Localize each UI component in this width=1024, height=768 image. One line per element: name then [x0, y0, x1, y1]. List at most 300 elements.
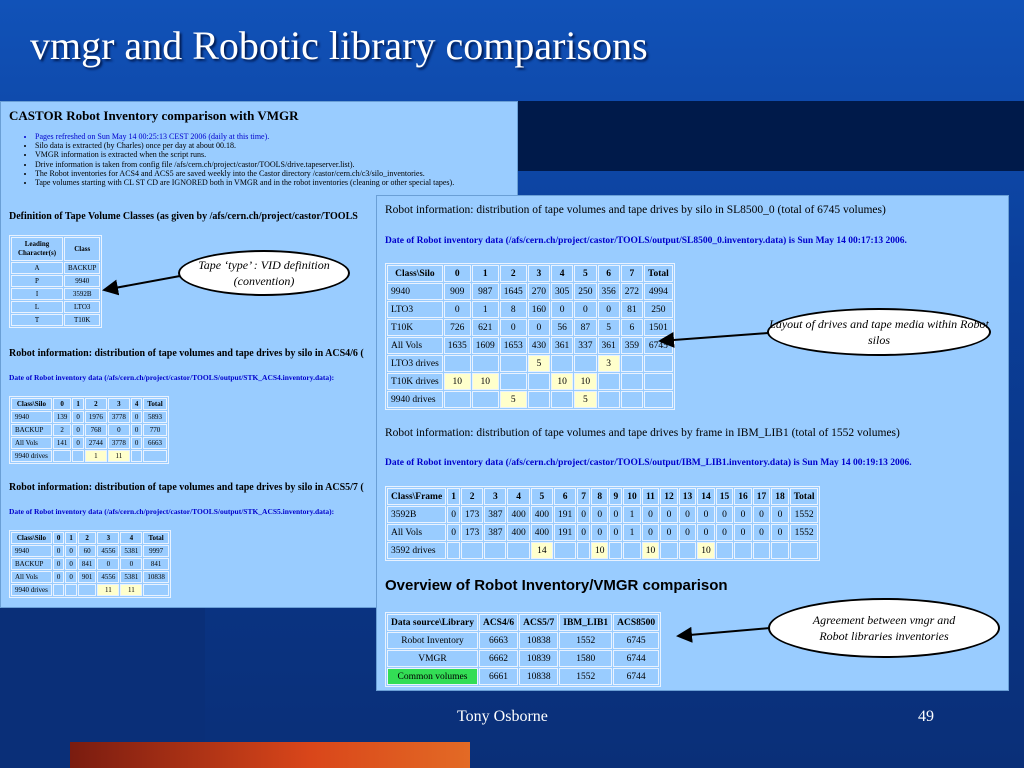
table-cell: 9940 — [64, 275, 100, 287]
table-cell: 9997 — [143, 545, 169, 557]
table-cell: 10 — [574, 373, 596, 390]
table-cell — [598, 373, 620, 390]
table-cell — [644, 373, 673, 390]
table-cell: 0 — [65, 545, 77, 557]
table-cell: 0 — [108, 424, 130, 436]
table-cell: 4556 — [97, 545, 119, 557]
table-cell: 60 — [78, 545, 97, 557]
table-cell: 10 — [591, 542, 609, 559]
note-item: • Drive information is taken from config file /afs/cern.ch/project/castor/TOOLS/drive.tapeserver.list). — [35, 160, 454, 169]
table-row — [387, 337, 673, 354]
table-header: Class\Frame — [387, 488, 446, 505]
table-cell: 1552 — [790, 524, 819, 541]
table-cell: 173 — [461, 506, 483, 523]
callout-agreement: Agreement between vmgr and Robot libraries inventories — [768, 598, 1000, 658]
table-cell: 81 — [621, 301, 643, 318]
table-header: 2 — [85, 398, 107, 410]
table-cell: 1580 — [559, 650, 612, 667]
table-cell: 0 — [65, 571, 77, 583]
table-cell: 1 — [623, 506, 641, 523]
table-row — [387, 668, 659, 685]
table-cell: 0 — [609, 524, 622, 541]
table-cell: 3778 — [108, 411, 130, 423]
table-cell: 3592B — [387, 506, 446, 523]
table-cell — [660, 542, 678, 559]
table-cell — [771, 542, 789, 559]
table-cell: 901 — [78, 571, 97, 583]
table-cell: 3778 — [108, 437, 130, 449]
callout-tape-type: Tape ‘type’ : VID definition (convention) — [178, 250, 350, 296]
sl8500-inventory-link[interactable]: Date of Robot inventory data (/afs/cern.ch/project/castor/TOOLS/output/SL8500_0.inventory.data) is Sun May 14 00:17:13 2006. — [385, 236, 907, 246]
acs5-heading: Robot information: distribution of tape volumes and tape drives by silo in ACS5/7 ( — [9, 482, 364, 493]
table-cell: 400 — [531, 524, 553, 541]
table-header: 0 — [53, 532, 65, 544]
table-cell: 0 — [716, 506, 734, 523]
table-cell: 3 — [598, 355, 620, 372]
table-cell: T10K — [387, 319, 443, 336]
table-cell: 0 — [447, 524, 460, 541]
table-cell — [598, 391, 620, 408]
table-cell: T10K — [64, 314, 100, 326]
table-cell: 2 — [53, 424, 72, 436]
table-header: 3 — [108, 398, 130, 410]
table-cell: 0 — [642, 506, 660, 523]
table-header: 4 — [551, 265, 573, 282]
table-cell: 0 — [679, 524, 697, 541]
table-row — [11, 437, 167, 449]
table-cell: BACKUP — [11, 424, 52, 436]
table-header: Leading Character(s) — [11, 237, 63, 261]
table-cell: 1552 — [790, 506, 819, 523]
acs4-inventory-link[interactable]: Date of Robot inventory data (/afs/cern.ch/project/castor/TOOLS/output/STK_ACS4.inventory.data): — [9, 373, 335, 382]
table-cell: 10 — [697, 542, 715, 559]
table-cell: 9940 drives — [387, 391, 443, 408]
table-cell: 361 — [551, 337, 573, 354]
table-cell — [621, 373, 643, 390]
table-header: 7 — [621, 265, 643, 282]
table-header: 11 — [642, 488, 660, 505]
table-cell: All Vols — [11, 571, 52, 583]
table-cell: LTO3 — [64, 301, 100, 313]
table-cell: 0 — [97, 558, 119, 570]
table-cell: 6745 — [613, 632, 659, 649]
table-row — [11, 262, 100, 274]
table-cell: 0 — [697, 524, 715, 541]
table-cell — [554, 542, 576, 559]
table-cell: 0 — [660, 506, 678, 523]
table-cell: 5 — [528, 355, 550, 372]
table-cell: 0 — [131, 437, 143, 449]
table-cell — [500, 373, 527, 390]
table-cell: 10838 — [519, 632, 558, 649]
table-cell: LTO3 drives — [387, 355, 443, 372]
table-cell: 272 — [621, 283, 643, 300]
table-cell: 5 — [598, 319, 620, 336]
table-cell: 6 — [621, 319, 643, 336]
table-cell: 726 — [444, 319, 471, 336]
table-cell — [551, 355, 573, 372]
table-row — [387, 632, 659, 649]
table-cell: 10 — [472, 373, 499, 390]
note-item: • VMGR information is extracted when the script runs. — [35, 150, 454, 159]
table-cell — [507, 542, 529, 559]
table-cell: 1645 — [500, 283, 527, 300]
table-header: 16 — [734, 488, 752, 505]
table-cell: 1 — [623, 524, 641, 541]
table-cell: 5 — [500, 391, 527, 408]
table-cell — [609, 542, 622, 559]
table-cell: 621 — [472, 319, 499, 336]
table-cell: 6663 — [143, 437, 166, 449]
table-cell: 0 — [642, 524, 660, 541]
table-cell: 0 — [447, 506, 460, 523]
acs4-table — [9, 396, 169, 464]
table-cell — [753, 542, 771, 559]
table-cell: 4556 — [97, 571, 119, 583]
table-cell: 10 — [642, 542, 660, 559]
table-header: ACS8500 — [613, 614, 659, 631]
table-cell — [143, 450, 166, 462]
table-cell: 0 — [753, 524, 771, 541]
table-header: 4 — [120, 532, 142, 544]
table-cell: 1 — [472, 301, 499, 318]
table-cell: 139 — [53, 411, 72, 423]
table-cell: 768 — [85, 424, 107, 436]
table-cell — [574, 355, 596, 372]
table-cell: 10 — [444, 373, 471, 390]
table-cell: 11 — [97, 584, 119, 596]
table-cell: 361 — [598, 337, 620, 354]
table-cell: 0 — [53, 571, 65, 583]
overview-heading: Overview of Robot Inventory/VMGR comparison — [385, 577, 728, 594]
table-cell — [484, 542, 506, 559]
table-cell — [577, 542, 590, 559]
table-cell — [679, 542, 697, 559]
table-cell: 1 — [85, 450, 107, 462]
table-cell: 0 — [697, 506, 715, 523]
table-cell: 6745 — [644, 337, 673, 354]
table-header: Class\Silo — [387, 265, 443, 282]
table-row — [11, 275, 100, 287]
table-row — [387, 283, 673, 300]
table-header: 4 — [131, 398, 143, 410]
table-header: 1 — [447, 488, 460, 505]
table-cell: 400 — [507, 506, 529, 523]
table-cell: 0 — [131, 424, 143, 436]
table-cell: I — [11, 288, 63, 300]
table-cell — [528, 373, 550, 390]
table-header: Total — [143, 398, 166, 410]
table-cell: 0 — [771, 506, 789, 523]
table-cell: L — [11, 301, 63, 313]
table-header: 0 — [53, 398, 72, 410]
table-cell: 0 — [53, 545, 65, 557]
table-cell: 0 — [528, 319, 550, 336]
table-header-row — [11, 398, 167, 410]
classes-table — [9, 235, 102, 328]
table-cell: All Vols — [387, 524, 446, 541]
table-cell: BACKUP — [64, 262, 100, 274]
table-header: 1 — [65, 532, 77, 544]
table-cell: 0 — [53, 558, 65, 570]
table-cell: 0 — [753, 506, 771, 523]
table-cell: 400 — [507, 524, 529, 541]
table-cell: 770 — [143, 424, 166, 436]
table-cell: LTO3 — [387, 301, 443, 318]
table-cell: 6661 — [479, 668, 518, 685]
table-header: Class\Silo — [11, 532, 52, 544]
table-cell: T10K drives — [387, 373, 443, 390]
table-cell: 250 — [644, 301, 673, 318]
table-cell: 400 — [531, 506, 553, 523]
ibm-inventory-link[interactable]: Date of Robot inventory data (/afs/cern.ch/project/castor/TOOLS/output/IBM_LIB1.inventory.data) is Sun May 14 00:19:13 2006. — [385, 458, 912, 468]
table-cell: 141 — [53, 437, 72, 449]
table-cell — [78, 584, 97, 596]
table-cell: 0 — [72, 411, 84, 423]
table-cell: 430 — [528, 337, 550, 354]
table-cell — [621, 391, 643, 408]
table-cell: 0 — [574, 301, 596, 318]
table-row — [11, 288, 100, 300]
ibm-heading: Robot information: distribution of tape volumes and tape drives by frame in IBM_LIB1 (total of 1552 volumes) — [385, 427, 900, 439]
table-header: Total — [143, 532, 169, 544]
table-cell — [447, 542, 460, 559]
table-cell: 10 — [551, 373, 573, 390]
table-cell — [623, 542, 641, 559]
table-row — [387, 373, 673, 390]
table-cell: 0 — [551, 301, 573, 318]
table-cell: 1609 — [472, 337, 499, 354]
table-header: 14 — [697, 488, 715, 505]
table-header-row — [11, 532, 169, 544]
table-header: 3 — [97, 532, 119, 544]
table-cell — [500, 355, 527, 372]
table-cell — [790, 542, 819, 559]
acs4-heading: Robot information: distribution of tape volumes and tape drives by silo in ACS4/6 ( — [9, 348, 364, 359]
table-header: 18 — [771, 488, 789, 505]
table-cell: 6744 — [613, 668, 659, 685]
table-cell: Common volumes — [387, 668, 478, 685]
classes-heading: Definition of Tape Volume Classes (as given by /afs/cern.ch/project/castor/TOOLS — [9, 211, 358, 222]
table-header-row — [387, 488, 818, 505]
table-row — [11, 314, 100, 326]
table-cell: A — [11, 262, 63, 274]
table-cell: 10838 — [519, 668, 558, 685]
table-cell: 9940 — [11, 545, 52, 557]
table-cell: 1552 — [559, 632, 612, 649]
ibm-table — [385, 486, 820, 561]
table-header: 3 — [484, 488, 506, 505]
table-header: 10 — [623, 488, 641, 505]
note-item: • Silo data is extracted (by Charles) once per day at about 00.18. — [35, 141, 454, 150]
table-cell: 0 — [716, 524, 734, 541]
table-cell — [472, 355, 499, 372]
table-cell: 10839 — [519, 650, 558, 667]
table-cell: 10838 — [143, 571, 169, 583]
table-cell: 6662 — [479, 650, 518, 667]
table-cell: 987 — [472, 283, 499, 300]
table-header: Data source\Library — [387, 614, 478, 631]
table-cell: 14 — [531, 542, 553, 559]
report-title: CASTOR Robot Inventory comparison with VMGR — [9, 108, 299, 123]
table-header: ACS4/6 — [479, 614, 518, 631]
table-cell — [644, 355, 673, 372]
table-cell: 0 — [444, 301, 471, 318]
table-cell — [716, 542, 734, 559]
table-header: 12 — [660, 488, 678, 505]
table-cell: 0 — [120, 558, 142, 570]
table-header: Total — [644, 265, 673, 282]
footer-author: Tony Osborne — [457, 708, 548, 725]
table-cell: 387 — [484, 524, 506, 541]
table-header: 0 — [444, 265, 471, 282]
table-cell: BACKUP — [11, 558, 52, 570]
table-header: 4 — [507, 488, 529, 505]
table-cell: 4994 — [644, 283, 673, 300]
table-cell — [528, 391, 550, 408]
table-cell: 9940 drives — [11, 584, 52, 596]
table-cell: 2744 — [85, 437, 107, 449]
table-cell: P — [11, 275, 63, 287]
table-row — [387, 524, 818, 541]
table-row — [11, 301, 100, 313]
table-header: 1 — [72, 398, 84, 410]
table-cell: 1501 — [644, 319, 673, 336]
table-cell: 1976 — [85, 411, 107, 423]
table-row — [11, 545, 169, 557]
table-cell — [621, 355, 643, 372]
table-cell: 0 — [660, 524, 678, 541]
table-row — [387, 542, 818, 559]
table-header: 9 — [609, 488, 622, 505]
table-row — [11, 424, 167, 436]
table-cell: VMGR — [387, 650, 478, 667]
note-item: • Tape volumes starting with CL ST CD are IGNORED both in VMGR and in the robot inventories (cleaning or other special tapes). — [35, 178, 454, 187]
table-cell: 5381 — [120, 571, 142, 583]
table-header: 2 — [78, 532, 97, 544]
table-row — [387, 319, 673, 336]
table-header: Total — [790, 488, 819, 505]
note-item: • The Robot inventories for ACS4 and ACS5 are saved weekly into the Castor directory /castor/cern.ch/c3/silo_inventories. — [35, 169, 454, 178]
table-cell: 359 — [621, 337, 643, 354]
table-row — [11, 411, 167, 423]
note-item: • Pages refreshed on Sun May 14 00:25:13 CEST 2006 (daily at this time). — [35, 132, 454, 141]
table-header-row — [11, 237, 100, 261]
table-header: 8 — [591, 488, 609, 505]
table-cell: 0 — [131, 411, 143, 423]
table-cell: T — [11, 314, 63, 326]
table-cell: 9940 — [387, 283, 443, 300]
table-cell: 0 — [734, 506, 752, 523]
acs5-table — [9, 530, 171, 598]
table-row — [11, 571, 169, 583]
table-cell: 1635 — [444, 337, 471, 354]
table-cell: 1653 — [500, 337, 527, 354]
table-row — [11, 584, 169, 596]
table-cell: 841 — [78, 558, 97, 570]
table-cell: 909 — [444, 283, 471, 300]
table-cell: 356 — [598, 283, 620, 300]
table-cell — [734, 542, 752, 559]
table-cell — [143, 584, 169, 596]
table-header: 6 — [598, 265, 620, 282]
table-cell: 0 — [679, 506, 697, 523]
table-cell — [65, 584, 77, 596]
table-cell: 6744 — [613, 650, 659, 667]
table-cell: 0 — [591, 524, 609, 541]
table-row — [387, 355, 673, 372]
table-cell — [53, 450, 72, 462]
table-row — [387, 391, 673, 408]
table-cell: 56 — [551, 319, 573, 336]
table-row — [387, 650, 659, 667]
table-cell: 250 — [574, 283, 596, 300]
table-cell — [53, 584, 65, 596]
table-row — [387, 506, 818, 523]
table-header: 5 — [531, 488, 553, 505]
table-header: Class — [64, 237, 100, 261]
acs5-inventory-link[interactable]: Date of Robot inventory data (/afs/cern.ch/project/castor/TOOLS/output/STK_ACS5.inventory.data): — [9, 507, 335, 516]
sl8500-heading: Robot information: distribution of tape volumes and tape drives by silo in SL8500_0 (total of 6745 volumes) — [385, 204, 886, 216]
table-header: 3 — [528, 265, 550, 282]
callout-layout: Layout of drives and tape media within Robot silos — [767, 308, 991, 356]
table-header: 6 — [554, 488, 576, 505]
table-cell — [461, 542, 483, 559]
table-row — [11, 450, 167, 462]
overview-table — [385, 612, 661, 687]
table-header: 1 — [472, 265, 499, 282]
table-cell: 0 — [500, 319, 527, 336]
table-cell: 0 — [609, 506, 622, 523]
table-cell: 8 — [500, 301, 527, 318]
table-cell — [472, 391, 499, 408]
table-cell: 387 — [484, 506, 506, 523]
table-cell: 0 — [72, 437, 84, 449]
page-number: 49 — [918, 708, 934, 725]
table-cell: 270 — [528, 283, 550, 300]
table-cell: 6663 — [479, 632, 518, 649]
table-cell: 0 — [72, 424, 84, 436]
table-header: 15 — [716, 488, 734, 505]
table-row — [387, 301, 673, 318]
table-cell — [644, 391, 673, 408]
table-header: 17 — [753, 488, 771, 505]
table-cell: 5381 — [120, 545, 142, 557]
report-notes — [9, 132, 454, 187]
table-header: 2 — [461, 488, 483, 505]
table-cell: 841 — [143, 558, 169, 570]
table-row — [11, 558, 169, 570]
background-block — [516, 101, 1024, 171]
table-cell: 0 — [65, 558, 77, 570]
table-cell: 0 — [771, 524, 789, 541]
table-cell — [444, 391, 471, 408]
table-cell: 3592 drives — [387, 542, 446, 559]
table-cell: 3592B — [64, 288, 100, 300]
table-header: 7 — [577, 488, 590, 505]
table-cell — [444, 355, 471, 372]
table-cell: All Vols — [387, 337, 443, 354]
sl8500-table — [385, 263, 675, 410]
table-header: 2 — [500, 265, 527, 282]
table-cell: 191 — [554, 524, 576, 541]
table-cell: 0 — [598, 301, 620, 318]
table-cell: 0 — [577, 524, 590, 541]
table-cell: 1552 — [559, 668, 612, 685]
table-cell: 0 — [577, 506, 590, 523]
table-header: ACS5/7 — [519, 614, 558, 631]
table-cell: 337 — [574, 337, 596, 354]
